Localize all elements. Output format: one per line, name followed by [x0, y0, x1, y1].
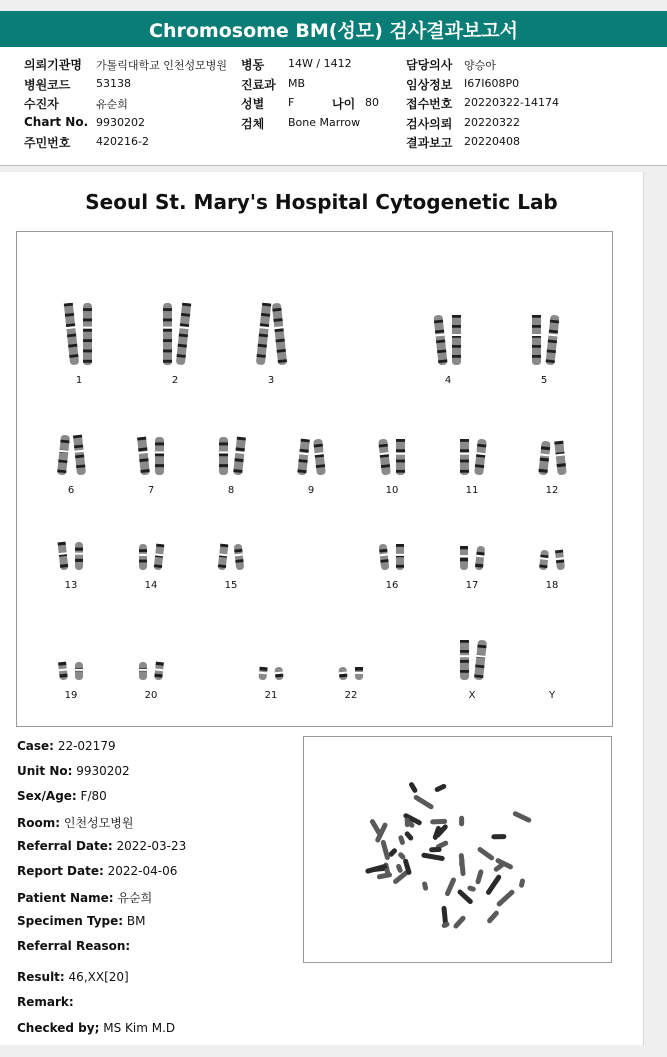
chromosome-14 [129, 542, 173, 576]
info-value: 9930202 [96, 116, 145, 129]
field-value: BM [126, 914, 146, 928]
info-value: F [288, 96, 295, 109]
chromosome-label: 10 [385, 485, 399, 496]
field-value: 9930202 [76, 764, 130, 778]
info-value: 20220322-14174 [464, 96, 559, 109]
metaphase-chromosome [413, 794, 435, 810]
info-label: 검체 [241, 117, 265, 131]
info-label: 진료과 [241, 78, 276, 92]
chromosome-19 [49, 660, 93, 686]
info-label: 검사의뢰 [406, 117, 453, 131]
field-value: 46,XX[20] [68, 970, 129, 984]
karyotype-report-page [0, 172, 644, 1045]
info-label: 담당의사 [406, 58, 453, 72]
metaphase-chromosome [380, 839, 390, 860]
info-label: 주민번호 [24, 136, 71, 150]
field-referral-reason [17, 939, 130, 953]
info-value: Bone Marrow [288, 116, 361, 129]
chromosome-pair-icon [129, 435, 173, 477]
info-label: 병원코드 [24, 78, 71, 92]
metaphase-chromosome [434, 783, 447, 793]
metaphase-chromosomes [304, 737, 611, 962]
chromosome-pair-icon [49, 433, 93, 477]
field-label: Patient Name: [17, 891, 114, 905]
chromosome-pair-icon [329, 665, 373, 682]
metaphase-chromosome [459, 857, 465, 867]
chromosome-6 [49, 433, 93, 481]
field-referral-date [17, 839, 186, 853]
field-patient-name [17, 889, 152, 906]
chromosome-pair-icon [209, 435, 253, 477]
metaphase-chromosome [475, 869, 484, 885]
chromosome-label: 21 [264, 690, 278, 701]
chromosome-label: Y [548, 690, 556, 701]
info-value: 20220408 [464, 135, 520, 148]
chromosome-pair-icon [450, 437, 494, 477]
chromosome-18 [530, 548, 574, 576]
info-value: 유순희 [96, 98, 128, 111]
field-label: Room: [17, 816, 61, 830]
chromosome-label: 22 [344, 690, 358, 701]
chromosome-X [450, 638, 494, 686]
chromosome-label: 3 [267, 375, 275, 386]
chromosome-21 [249, 665, 293, 686]
field-label: Result: [17, 970, 65, 984]
field-sex-age [17, 789, 107, 803]
chromosome-pair-icon [129, 542, 173, 572]
chromosome-pair-icon [209, 542, 253, 572]
field-checked-by [17, 1021, 175, 1035]
chromosome-1 [57, 301, 101, 371]
chromosome-pair-icon [249, 301, 293, 367]
chromosome-label: 1 [75, 375, 83, 386]
metaphase-chromosome [485, 874, 502, 896]
chromosome-11 [450, 437, 494, 481]
field-value: 인천성모병원 [63, 816, 134, 830]
metaphase-chromosome [519, 878, 526, 888]
metaphase-chromosome [365, 863, 388, 874]
metaphase-chromosome [430, 819, 447, 825]
chromosome-label: 20 [144, 690, 158, 701]
lab-title: Seoul St. Mary's Hospital Cytogenetic Lab [85, 190, 558, 214]
chromosome-label: 19 [64, 690, 78, 701]
metaphase-chromosome [405, 818, 410, 828]
metaphase-chromosome [421, 852, 445, 861]
field-specimen-type [17, 914, 146, 928]
chromosome-9 [289, 437, 333, 481]
chromosome-4 [426, 313, 470, 371]
field-remark [17, 995, 74, 1009]
field-unit-no [17, 764, 130, 778]
chromosome-label: 15 [224, 580, 238, 591]
field-label: Case: [17, 739, 54, 753]
chromosome-8 [209, 435, 253, 481]
chromosome-pair-icon [289, 437, 333, 477]
chromosome-label: X [468, 690, 476, 701]
chromosome-16 [370, 542, 414, 576]
chromosome-label: 16 [385, 580, 399, 591]
chromosome-5 [522, 313, 566, 371]
chromosome-pair-icon [522, 313, 566, 367]
metaphase-chromosome [512, 810, 532, 823]
metaphase-spread-image [303, 736, 612, 963]
metaphase-chromosome [422, 881, 429, 891]
field-label: Unit No: [17, 764, 73, 778]
info-value: 80 [365, 96, 379, 109]
field-label: Specimen Type: [17, 914, 124, 928]
info-value: MB [288, 77, 306, 90]
info-label: 의뢰기관명 [24, 58, 82, 72]
patient-info-panel [0, 47, 667, 166]
metaphase-chromosome [408, 781, 418, 794]
chromosome-22 [329, 665, 373, 686]
metaphase-chromosome [398, 835, 406, 846]
metaphase-chromosome [491, 834, 506, 839]
info-label: 수진자 [24, 97, 59, 111]
info-value: I67I608P0 [464, 77, 520, 90]
info-value: 가톨릭대학교 인천성모병원 [96, 59, 228, 72]
info-label: 결과보고 [406, 136, 453, 150]
chromosome-pair-icon [57, 301, 101, 367]
metaphase-chromosome [477, 846, 496, 861]
chromosome-label: 14 [144, 580, 158, 591]
field-label: Referral Date: [17, 839, 113, 853]
metaphase-chromosome [444, 877, 457, 897]
info-label: 나이 [332, 97, 356, 111]
chromosome-label: 9 [307, 485, 315, 496]
info-label: 임상정보 [406, 78, 453, 92]
info-label: Chart No. [24, 115, 89, 129]
chromosome-20 [129, 660, 173, 686]
metaphase-chromosome [467, 885, 477, 892]
info-value: 53138 [96, 77, 131, 90]
chromosome-label: 11 [465, 485, 479, 496]
chromosome-label: 13 [64, 580, 78, 591]
metaphase-chromosome [486, 910, 500, 925]
metaphase-chromosome [459, 816, 464, 827]
chromosome-label: 2 [171, 375, 179, 386]
chromosome-10 [370, 437, 414, 481]
metaphase-chromosome [496, 889, 516, 908]
chromosome-pair-icon [450, 544, 494, 572]
chromosome-12 [530, 439, 574, 481]
chromosome-pair-icon [249, 665, 293, 682]
chromosome-7 [129, 435, 173, 481]
chromosome-pair-icon [426, 313, 470, 367]
field-value: MS Kim M.D [103, 1021, 176, 1035]
chromosome-3 [249, 301, 293, 371]
chromosome-label: 7 [147, 485, 155, 496]
metaphase-chromosome [452, 915, 466, 930]
chromosome-label: 4 [444, 375, 452, 386]
field-value: 2022-04-06 [107, 864, 178, 878]
metaphase-chromosome [395, 863, 403, 873]
info-value: 양승아 [464, 59, 496, 72]
report-title-banner [0, 11, 667, 47]
info-label: 성별 [241, 97, 265, 111]
chromosome-pair-icon [370, 542, 414, 572]
metaphase-chromosome [429, 847, 442, 852]
field-value: 22-02179 [57, 739, 116, 753]
field-report-date [17, 864, 177, 878]
chromosome-pair-icon [49, 660, 93, 682]
metaphase-chromosome [369, 818, 383, 836]
chromosome-label: 12 [545, 485, 559, 496]
info-value: 20220322 [464, 116, 520, 129]
field-label: Referral Reason: [17, 939, 131, 953]
chromosome-pair-icon [153, 301, 197, 367]
info-label: 접수번호 [406, 97, 453, 111]
metaphase-chromosome [404, 830, 415, 841]
info-value: 420216-2 [96, 135, 149, 148]
chromosome-pair-icon [129, 660, 173, 682]
chromosome-label: 18 [545, 580, 559, 591]
chromosome-label: 6 [67, 485, 75, 496]
chromosome-17 [450, 544, 494, 576]
chromosome-pair-icon [530, 548, 574, 572]
field-label: Sex/Age: [17, 789, 77, 803]
chromosome-pair-icon [49, 540, 93, 572]
field-result [17, 970, 129, 984]
chromosome-label: 5 [540, 375, 548, 386]
chromosome-label: 8 [227, 485, 235, 496]
chromosome-15 [209, 542, 253, 576]
chromosome-pair-icon [450, 638, 494, 682]
chromosome-label: 17 [465, 580, 479, 591]
field-value: 유순희 [117, 891, 153, 905]
chromosome-2 [153, 301, 197, 371]
field-room [17, 814, 133, 831]
field-label: Checked by; [17, 1021, 100, 1035]
info-label: 병동 [241, 58, 265, 72]
field-value: 2022-03-23 [116, 839, 187, 853]
chromosome-13 [49, 540, 93, 576]
karyogram [16, 231, 613, 727]
field-label: Remark: [17, 995, 74, 1009]
field-case [17, 739, 116, 753]
field-label: Report Date: [17, 864, 104, 878]
field-value: F/80 [80, 789, 107, 803]
report-title: Chromosome BM(성모) 검사결과보고서 [149, 19, 518, 42]
chromosome-pair-icon [530, 439, 574, 477]
info-value: 14W / 1412 [288, 57, 352, 70]
chromosome-pair-icon [370, 437, 414, 477]
